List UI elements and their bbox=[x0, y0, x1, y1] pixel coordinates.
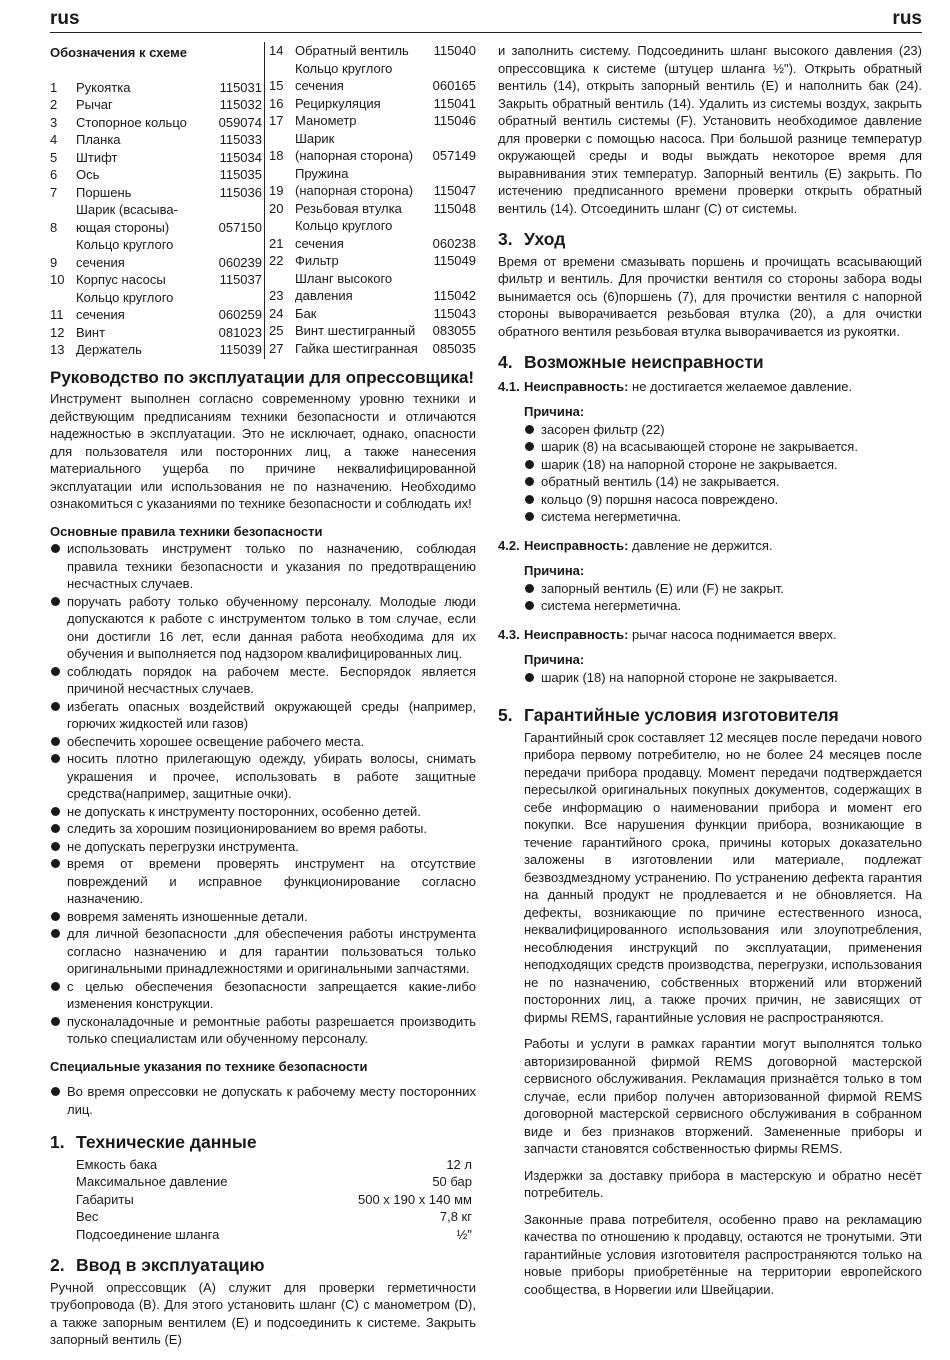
legend-part-name: Кольцо круглого сечения bbox=[295, 60, 393, 93]
legend-part-name: Шарик (всасыва- ющая стороны) bbox=[76, 202, 178, 235]
fault-number: 4.1. bbox=[498, 378, 520, 394]
safety-item: не допускать к инструменту посторонних, особенно детей. bbox=[50, 803, 476, 821]
legend-part-code: 115037 bbox=[219, 272, 262, 287]
legend-part-name: Кольцо круглого сечения bbox=[76, 237, 174, 270]
legend-part-name: Обратный вентиль bbox=[295, 43, 409, 58]
legend-part-code: 115049 bbox=[433, 253, 476, 268]
legend-number: 19 bbox=[269, 183, 284, 198]
legend-row bbox=[269, 270, 476, 305]
legend-row bbox=[50, 149, 262, 167]
language-label-left: rus bbox=[50, 8, 80, 29]
safety-list bbox=[50, 540, 476, 1048]
legend-part-code: 115036 bbox=[219, 184, 262, 200]
tech-data-label: Вес bbox=[76, 1209, 99, 1224]
legend-number: 7 bbox=[50, 184, 58, 200]
header-rule bbox=[50, 32, 922, 33]
legend-part-name: Штифт bbox=[76, 149, 118, 165]
section2-heading bbox=[50, 1257, 476, 1275]
safety-item: носить плотно прилегающую одежду, убирать волосы, снимать украшения и прочее, использовать в работе защитные средства(например, защитные очки). bbox=[50, 750, 476, 803]
legend-number: 27 bbox=[269, 340, 284, 356]
tech-data-label: Подсоединение шланга bbox=[76, 1226, 220, 1242]
legend-right bbox=[264, 42, 476, 359]
legend-part-code: 115042 bbox=[433, 288, 476, 303]
right-column bbox=[498, 42, 922, 1298]
safety-item: не допускать перегрузки инструмента. bbox=[50, 838, 476, 856]
section5-heading bbox=[498, 707, 922, 725]
safety-item: обеспечить хорошее освещение рабочего места. bbox=[50, 733, 476, 751]
tech-data-row bbox=[50, 1191, 476, 1209]
section1-number: 1. bbox=[50, 1132, 65, 1152]
fault-text: рычаг насоса поднимается вверх. bbox=[632, 626, 837, 642]
legend-number: 1 bbox=[50, 79, 58, 95]
legend-row bbox=[50, 236, 262, 271]
cause-item: обратный вентиль (14) не закрывается. bbox=[524, 473, 922, 491]
legend-row bbox=[50, 114, 262, 132]
fault-heading bbox=[498, 626, 922, 644]
cause-item: кольцо (9) поршня насоса повреждено. bbox=[524, 491, 922, 509]
legend-part-name: Шланг высокого давления bbox=[295, 270, 393, 303]
cause-item: засорен фильтр (22) bbox=[524, 421, 922, 439]
tech-data-label: Максимальное давление bbox=[76, 1174, 228, 1189]
legend-part-code: 059074 bbox=[218, 114, 262, 130]
fault-description bbox=[524, 378, 852, 396]
section3-title: Уход bbox=[524, 229, 566, 249]
section2-number: 2. bbox=[50, 1255, 65, 1275]
legend-part-name: Планка bbox=[76, 132, 121, 147]
section1-title: Технические данные bbox=[76, 1132, 257, 1152]
legend-row bbox=[269, 42, 476, 60]
section2-title: Ввод в эксплуатацию bbox=[76, 1255, 265, 1275]
legend-part-code: 085035 bbox=[432, 340, 476, 356]
warranty-paragraph: Издержки за доставку прибора в мастерскую и обратно несёт потребитель. bbox=[524, 1167, 922, 1200]
legend-number: 25 bbox=[269, 323, 284, 338]
left-column bbox=[50, 42, 476, 1349]
legend-part-name: Ось bbox=[76, 167, 100, 182]
legend-row bbox=[50, 289, 262, 324]
legend-part-name: Винт шестигранный bbox=[295, 323, 416, 338]
legend-part-code: 115046 bbox=[433, 113, 476, 128]
legend-part-name: Кольцо круглого сечения bbox=[76, 289, 174, 322]
tech-data-row bbox=[50, 1156, 476, 1174]
tech-data-label: Емкость бака bbox=[76, 1156, 158, 1172]
section4-number: 4. bbox=[498, 352, 513, 372]
legend-part-code: 115039 bbox=[219, 342, 262, 357]
cause-list bbox=[524, 669, 922, 687]
legend-part-name: Пружина (напорная сторона) bbox=[295, 165, 414, 198]
cause-item: система негерметична. bbox=[524, 597, 922, 615]
legend-row bbox=[50, 271, 262, 289]
special-title: Специальные указания по технике безопасности bbox=[50, 1058, 368, 1074]
legend-part-code: 057149 bbox=[432, 148, 476, 163]
legend-part-code: 115034 bbox=[219, 149, 262, 165]
tech-data-value: 500 x 190 x 140 мм bbox=[357, 1191, 472, 1207]
safety-item: соблюдать порядок на рабочем месте. Беспорядок является причиной несчастных случаев. bbox=[50, 663, 476, 698]
legend-number: 10 bbox=[50, 272, 65, 287]
section3-heading bbox=[498, 231, 922, 249]
special-item: Во время опрессовки не допускать к рабочему месту посторонних лиц. bbox=[50, 1083, 476, 1118]
legend-number: 16 bbox=[269, 95, 284, 111]
legend-row bbox=[269, 340, 476, 358]
cause-label: Причина: bbox=[524, 652, 585, 667]
legend-part-name: Фильтр bbox=[295, 253, 339, 268]
legend-part-name: Резьбовая втулка bbox=[295, 200, 402, 216]
legend-row bbox=[269, 130, 476, 165]
legend-number: 23 bbox=[269, 288, 284, 303]
tech-data-table bbox=[50, 1156, 476, 1244]
legend-row bbox=[50, 201, 262, 236]
safety-item: пусконаладочные и ремонтные работы разрешается производить только специалистам или обученному персоналу. bbox=[50, 1013, 476, 1048]
legend-number: 6 bbox=[50, 167, 58, 182]
tech-data-value: ½" bbox=[456, 1226, 472, 1242]
safety-item: время от времени проверять инструмент на отсутствие повреждений и исправное функционирование согласно назначению. bbox=[50, 855, 476, 908]
legend-part-code: 060239 bbox=[218, 254, 262, 270]
fault-number: 4.3. bbox=[498, 626, 520, 642]
legend-left bbox=[50, 42, 262, 359]
cause-list bbox=[524, 421, 922, 526]
legend-row bbox=[269, 322, 476, 340]
legend-row bbox=[50, 79, 262, 97]
legend-part-name: Рукоятка bbox=[76, 79, 131, 95]
legend-part-name: Шарик (напорная сторона) bbox=[295, 130, 414, 163]
legend-part-code: 083055 bbox=[432, 323, 476, 338]
manual-title: Руководство по эксплуатации для опрессовщика! bbox=[50, 367, 475, 387]
legend-number: 24 bbox=[269, 305, 284, 321]
legend-row bbox=[269, 60, 476, 95]
legend-part-code: 115033 bbox=[219, 132, 262, 147]
cause-item: система негерметична. bbox=[524, 508, 922, 526]
section5-number: 5. bbox=[498, 705, 513, 725]
legend-number: 3 bbox=[50, 114, 58, 130]
legend-row bbox=[269, 252, 476, 270]
legend-number: 8 bbox=[50, 219, 58, 235]
legend-number: 18 bbox=[269, 148, 284, 163]
legend-part-code: 115031 bbox=[219, 79, 262, 95]
legend-row bbox=[269, 112, 476, 130]
tech-data-value: 7,8 кг bbox=[439, 1209, 472, 1224]
legend-number: 2 bbox=[50, 97, 58, 112]
fault-heading bbox=[498, 537, 922, 555]
fault-causes bbox=[498, 651, 922, 686]
warranty-text bbox=[498, 729, 922, 1299]
legend-row bbox=[269, 95, 476, 113]
fault-label: Неисправность: bbox=[524, 378, 629, 394]
legend-part-code: 057150 bbox=[218, 219, 262, 235]
tech-data-label: Габариты bbox=[76, 1191, 134, 1207]
section5-title: Гарантийные условия изготовителя bbox=[524, 705, 839, 725]
fault-description bbox=[524, 626, 837, 644]
legend-part-code: 115041 bbox=[433, 95, 476, 111]
legend-part-name: Стопорное кольцо bbox=[76, 114, 187, 130]
section2-text-part2: и заполнить систему. Подсоединить шланг высокого давления (23) опрессовщика к системе (штуцер шланга ½"). Открыть обратный вентиль (14), открыть запорный вентиль (E) и наполнить бак (24). Закрыть обратный вентиль (14). Удалить из системы воздух, закрыть обратный вентиль системы (F). Установить необходимое давление для проверки с помощью насоса. При большой разнице температур окружающей среды и воды выждать некоторое время для выравнивания этих температур. Запорный вентиль (E) закрыть. По истечению предписанного времени проверки открыть обратный вентиль (14). Отсоединить шланг (C) от системы. bbox=[498, 43, 922, 216]
safety-item: избегать опасных воздействий окружающей среды (например, горючих жидкостей или газов) bbox=[50, 698, 476, 733]
tech-data-value: 50 бар bbox=[432, 1174, 472, 1189]
legend-part-code: 115032 bbox=[219, 97, 262, 112]
section3-text: Время от времени смазывать поршень и прочищать всасывающий фильтр и вентиль. Для прочистки вентиля со стороны забора воды вынимается ось (6)поршень (7), для прочистки вентиля с напорной стороны выворачивается резьбовая втулка (20), а для очистки обратного вентиля резьбовая втулка выворачивается из рукоятки. bbox=[498, 253, 922, 339]
legend-part-name: Рычаг bbox=[76, 97, 113, 112]
legend-part-name: Поршень bbox=[76, 184, 132, 200]
section4-title: Возможные неисправности bbox=[524, 352, 764, 372]
tech-data-row bbox=[50, 1173, 476, 1191]
legend-part-name: Гайка шестигранная bbox=[295, 340, 418, 356]
safety-item: поручать работу только обученному персоналу. Молодые люди допускаются к работе с инструментом только в том случае, если они достигли 16 лет, если данная работа необходима для их обучения и выполняется под надзором квалифицированных лиц. bbox=[50, 593, 476, 663]
fault-heading bbox=[498, 378, 922, 396]
fault-label: Неисправность: bbox=[524, 537, 629, 553]
legend-row bbox=[50, 324, 262, 342]
cause-item: шарик (8) на всасывающей стороне не закрывается. bbox=[524, 438, 922, 456]
section4-heading bbox=[498, 354, 922, 372]
legend-number: 20 bbox=[269, 200, 284, 216]
legend-number: 9 bbox=[50, 254, 58, 270]
legend-number: 13 bbox=[50, 342, 65, 357]
legend-row bbox=[50, 184, 262, 202]
fault-description bbox=[524, 537, 773, 555]
legend-part-name: Винт bbox=[76, 324, 106, 340]
warranty-paragraph: Законные права потребителя, особенно право на рекламацию качества по отношению к продавцу, остаются не тронутыми. Эти гарантийные условия изготовителя распространяются только на новые приборы приобретённые на территории европейского сообщества, в Норвегии или Швейцарии. bbox=[524, 1211, 922, 1297]
safety-item: использовать инструмент только по назначению, соблюдая правила техники безопасности и указания по предотвращению несчастных случаев. bbox=[50, 540, 476, 593]
legend-part-name: Держатель bbox=[76, 342, 142, 357]
tech-data-row bbox=[50, 1226, 476, 1244]
legend-part-code: 060165 bbox=[432, 78, 476, 93]
legend-part-code: 115048 bbox=[433, 200, 476, 216]
legend-row bbox=[50, 166, 262, 184]
legend-part-name: Рециркуляция bbox=[295, 95, 381, 111]
legend-part-code: 115035 bbox=[219, 167, 262, 182]
fault-causes bbox=[498, 403, 922, 526]
warranty-paragraph: Работы и услуги в рамках гарантии могут выполнятся только авторизированной фирмой REMS договорной мастерской сервисного обслуживания. Рекламация признаётся только в том случае, если прибор получен авторизованной фирмой REMS договорной мастерской сервисного обслуживания в собранном виде и без признаков вторжений. Замененные приборы и запчасти становятся собственностью фирмы REMS. bbox=[524, 1036, 922, 1156]
legend-title: Обозначения к схеме bbox=[50, 45, 187, 60]
tech-data-value: 12 л bbox=[446, 1156, 472, 1172]
legend-part-code: 115040 bbox=[433, 43, 476, 58]
fault-number: 4.2. bbox=[498, 537, 520, 553]
legend-row bbox=[50, 96, 262, 114]
section1-heading bbox=[50, 1134, 476, 1152]
legend-number: 17 bbox=[269, 113, 284, 128]
legend-part-name: Бак bbox=[295, 305, 317, 321]
legend-part-name: Корпус насосы bbox=[76, 272, 166, 287]
safety-item: для личной безопасности ,для обеспечения работы инструмента согласно назначению и для гарантии пользоваться только оригинальными принадлежностями и оригинальными запчастями. bbox=[50, 925, 476, 978]
cause-item: шарик (18) на напорной стороне не закрывается. bbox=[524, 669, 922, 687]
language-label-right: rus bbox=[892, 8, 922, 29]
legend-number: 11 bbox=[50, 307, 64, 322]
cause-label: Причина: bbox=[524, 563, 585, 578]
legend-number: 15 bbox=[269, 78, 284, 93]
fault-causes bbox=[498, 562, 922, 615]
legend-row bbox=[269, 165, 476, 200]
legend-part-code: 060259 bbox=[218, 307, 262, 322]
legend-number: 14 bbox=[269, 43, 284, 58]
special-list bbox=[50, 1083, 476, 1118]
legend-part-code: 115043 bbox=[433, 305, 476, 321]
parts-legend bbox=[50, 42, 476, 359]
legend-part-name: Манометр bbox=[295, 113, 357, 128]
fault-text: не достигается желаемое давление. bbox=[632, 378, 853, 394]
legend-part-code: 060238 bbox=[432, 235, 476, 251]
faults-list bbox=[498, 378, 922, 698]
cause-item: запорный вентиль (E) или (F) не закрыт. bbox=[524, 580, 922, 598]
legend-number: 22 bbox=[269, 253, 284, 268]
legend-number: 21 bbox=[269, 235, 284, 251]
legend-row bbox=[269, 217, 476, 252]
section2-text-part1: Ручной опрессовщик (A) служит для проверки герметичности трубопровода (B). Для этого установить шланг (C) с манометром (D), а также запорным вентилем (E) и подсоединить к системе. Закрыть запорный вентиль (E) bbox=[50, 1279, 476, 1347]
legend-row bbox=[269, 200, 476, 218]
legend-number: 5 bbox=[50, 149, 58, 165]
legend-part-name: Кольцо круглого сечения bbox=[295, 218, 393, 251]
legend-number: 4 bbox=[50, 132, 58, 147]
warranty-paragraph: Гарантийный срок составляет 12 месяцев после передачи нового прибора первому потребителю, но не более 24 месяцев после передачи прибора продавцу. Момент передачи подтверждается пересылкой оригинальных покупных документов, содержащих в себе информацию о наименовании прибора и момент его покупки. Все нарушения функции прибора, возникающие в течение гарантийного срока, причины которых доказательно заложены в изготовлении или материале, подлежат безвоздмездному устранению. По устранению дефекта гарантия на данный продукт не продлевается и не обновляется. На дефекты, возникающие по причине естественного износа, неквалифицированного использования или злоупотребления, несоблюдения инструкций по эксплуатации, применения неподходящих средств производства, перегрузки, использования не по назначению, собственных вторжений или вторжений посторонних лиц, а также прочих причин, не зависящих от фирмы REMS, гарантийные условия не распространяются. bbox=[524, 729, 922, 1025]
safety-title: Основные правила техники безопасности bbox=[50, 523, 323, 539]
cause-list bbox=[524, 580, 922, 615]
legend-row bbox=[50, 131, 262, 149]
legend-part-code: 081023 bbox=[218, 324, 262, 340]
manual-intro: Инструмент выполнен согласно современному уровню техники и действующим предписаниям техники безопасности и отличаются надежностью в эксплуатации. Это не исключает, однако, опасности для пользователя или посторонних лиц, а также нанесения материального ущерба по причине неквалифицированной эксплуатации или использования не по назначению. Необходимо ознакомиться с указаниями по технике безопасности и соблюдать их! bbox=[50, 391, 476, 511]
cause-item: шарик (18) на напорной стороне не закрывается. bbox=[524, 456, 922, 474]
fault-label: Неисправность: bbox=[524, 626, 629, 642]
fault-text: давление не держится. bbox=[632, 537, 773, 553]
legend-number: 12 bbox=[50, 324, 65, 340]
cause-label: Причина: bbox=[524, 404, 585, 419]
tech-data-row bbox=[50, 1208, 476, 1226]
safety-item: следить за хорошим позиционированием во время работы. bbox=[50, 820, 476, 838]
safety-item: вовремя заменять изношенные детали. bbox=[50, 908, 476, 926]
safety-item: с целью обеспечения безопасности запрещается какие-либо изменения конструкции. bbox=[50, 978, 476, 1013]
legend-row bbox=[269, 305, 476, 323]
legend-row bbox=[50, 341, 262, 359]
section3-number: 3. bbox=[498, 229, 513, 249]
legend-part-code: 115047 bbox=[433, 183, 476, 198]
